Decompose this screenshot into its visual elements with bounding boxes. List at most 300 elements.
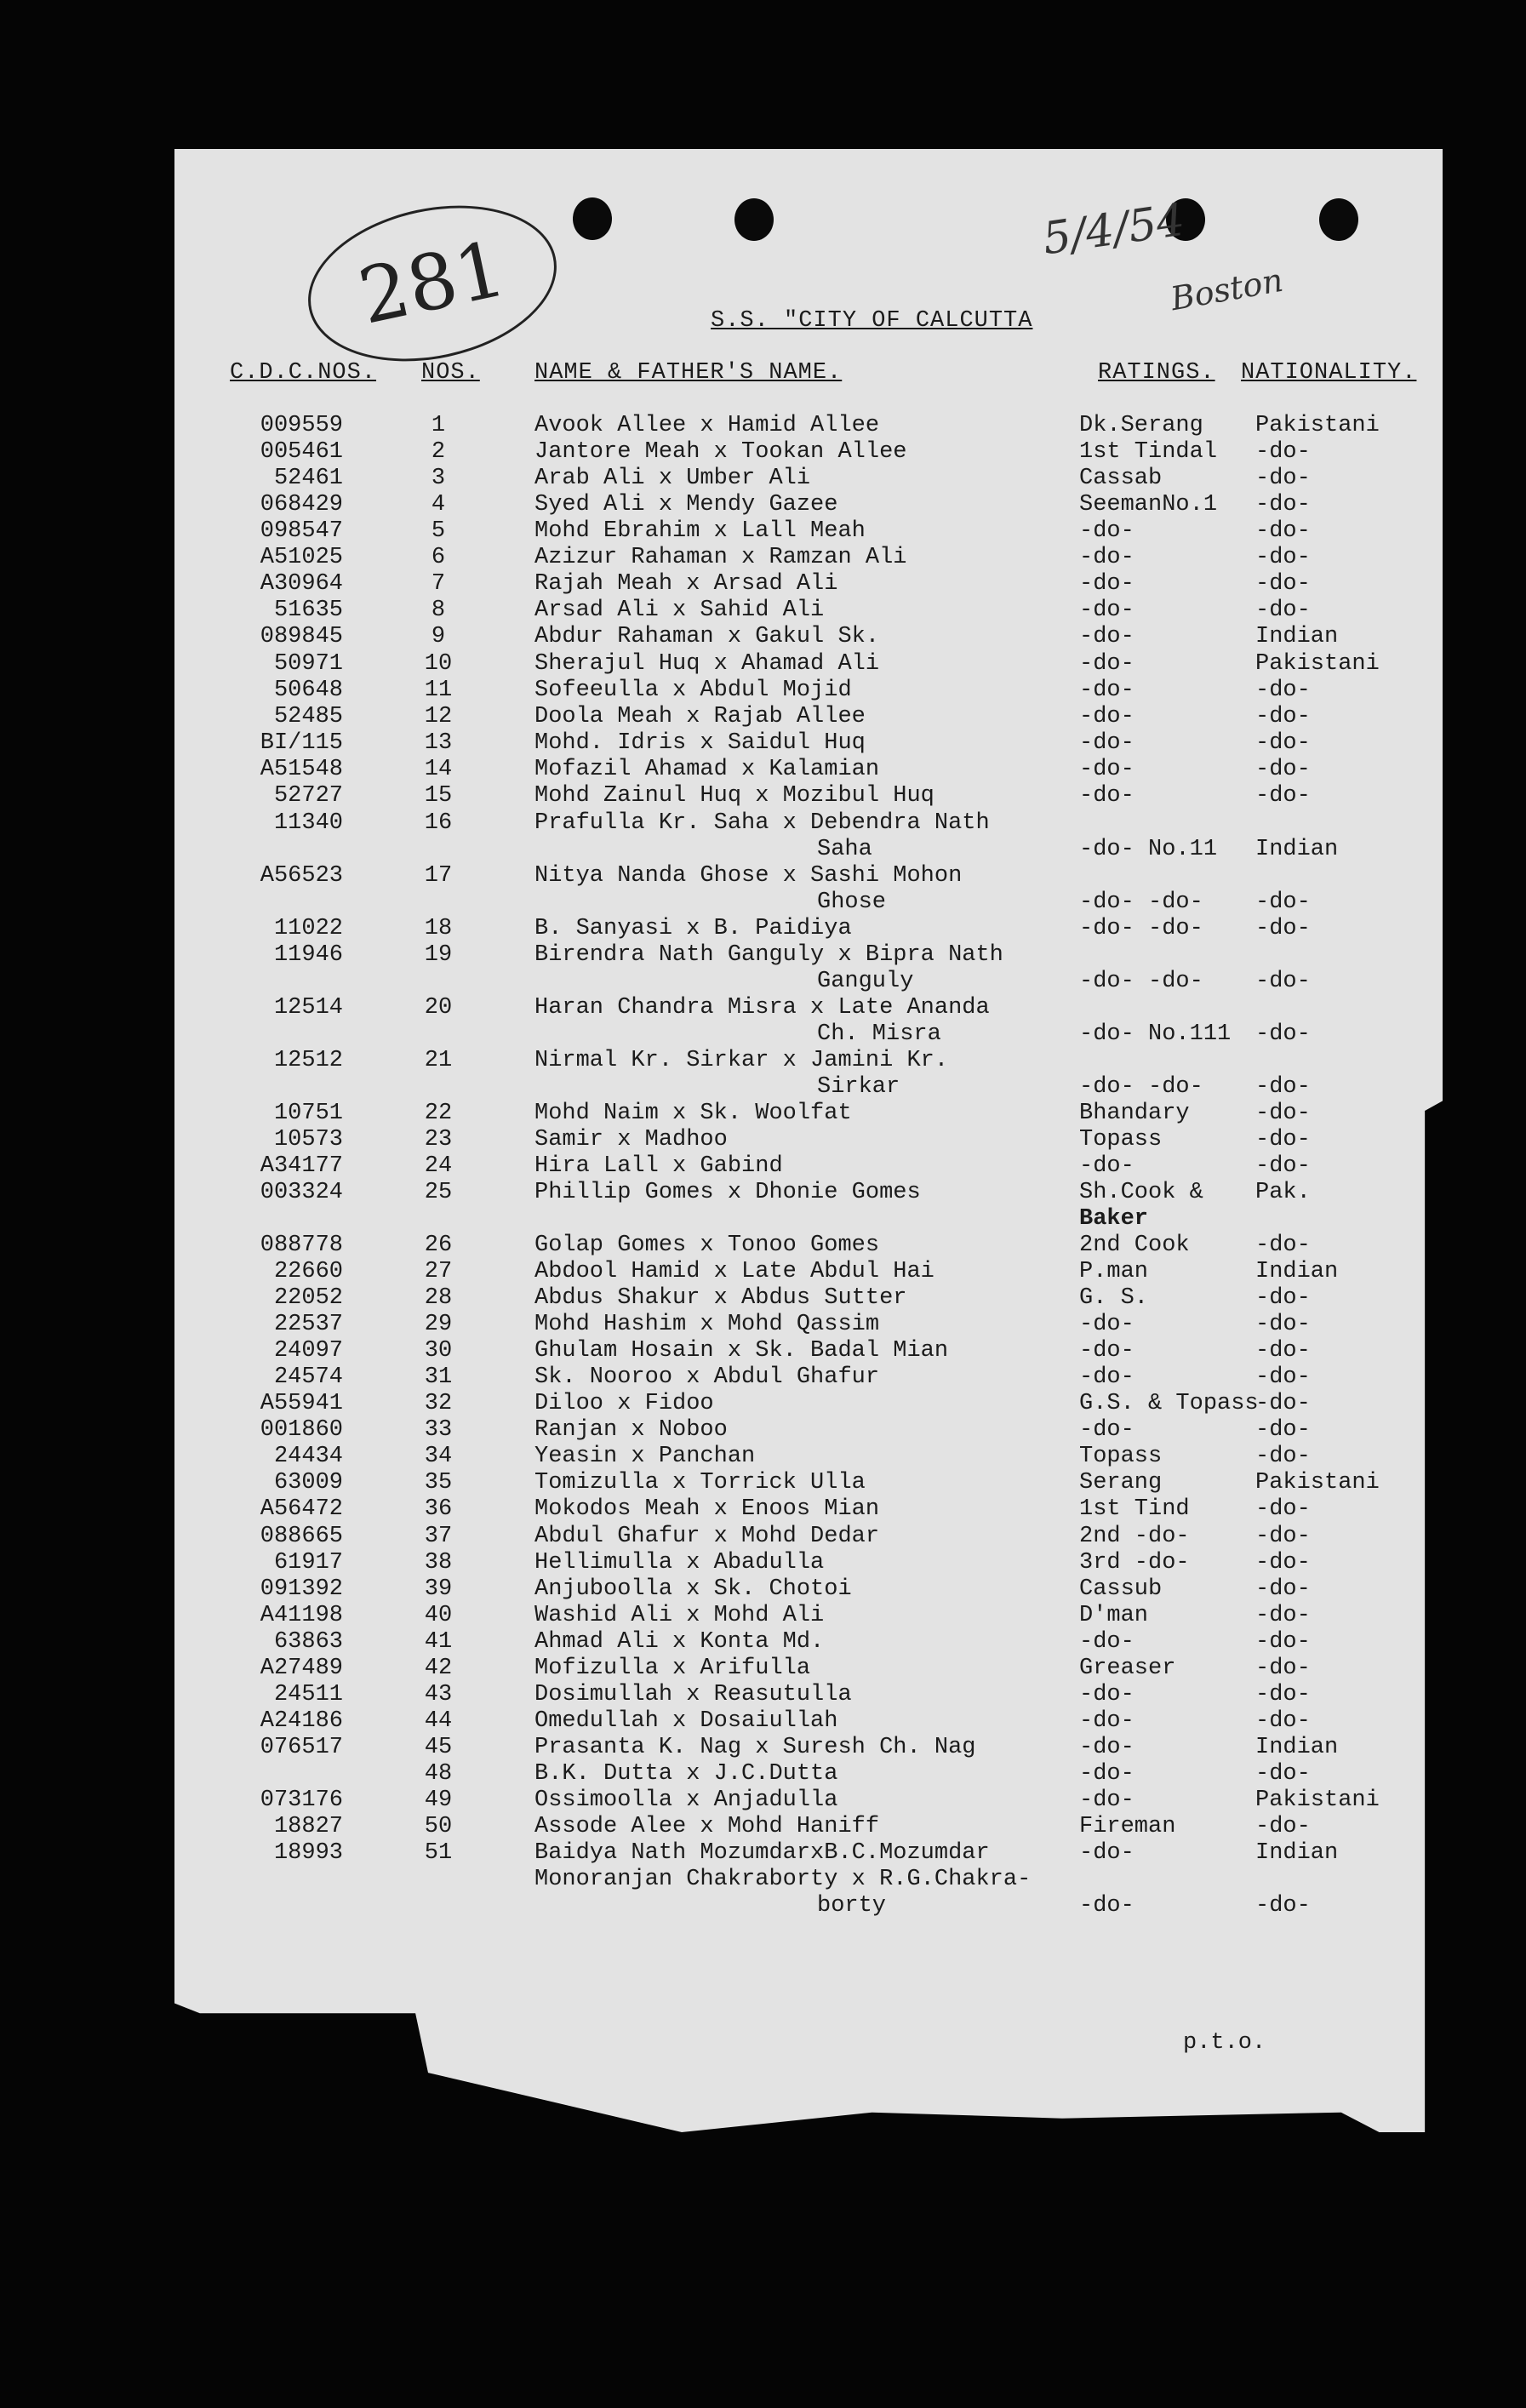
crew-name: B.K. Dutta x J.C.Dutta xyxy=(534,1761,838,1787)
cdc-number: 52485 xyxy=(273,704,343,729)
table-row xyxy=(0,1127,1526,1154)
header-ratings: RATINGS. xyxy=(1098,360,1215,386)
crew-name: Sk. Nooroo x Abdul Ghafur xyxy=(534,1364,880,1390)
nationality: -do- xyxy=(1255,1338,1311,1364)
cdc-number: 11946 xyxy=(273,942,343,968)
crew-name: Syed Ali x Mendy Gazee xyxy=(534,492,838,518)
cdc-number: 52727 xyxy=(273,783,343,809)
cdc-number: 63863 xyxy=(273,1629,343,1655)
crew-name: Mokodos Meah x Enoos Mian xyxy=(534,1496,880,1522)
rating: -do- xyxy=(1079,757,1134,782)
row-number: 3 xyxy=(431,466,446,491)
row-number: 8 xyxy=(431,598,446,623)
table-row xyxy=(0,1444,1526,1471)
table-row xyxy=(0,916,1526,943)
table-row xyxy=(0,1761,1526,1788)
table-row xyxy=(0,863,1526,915)
cdc-number: A30964 xyxy=(260,571,343,597)
crew-name: Avook Allee x Hamid Allee xyxy=(534,413,880,438)
rating: -do- -do- xyxy=(1079,1074,1203,1100)
rating: 1st Tind xyxy=(1079,1496,1190,1522)
nationality: -do- xyxy=(1255,1127,1311,1153)
cdc-number: 50971 xyxy=(273,651,343,677)
cdc-number: A56472 xyxy=(260,1496,343,1522)
crew-name: Doola Meah x Rajab Allee xyxy=(534,704,866,729)
cdc-number: A41198 xyxy=(260,1603,343,1628)
row-number: 6 xyxy=(431,545,446,570)
table-row xyxy=(0,783,1526,810)
crew-name: Mohd. Idris x Saidul Huq xyxy=(534,730,866,756)
nationality: -do- xyxy=(1255,1524,1311,1549)
table-row xyxy=(0,598,1526,625)
rating: Cassub xyxy=(1079,1576,1163,1602)
cdc-number: A34177 xyxy=(260,1153,343,1179)
nationality: -do- xyxy=(1255,1312,1311,1337)
rating: Dk.Serang xyxy=(1079,413,1203,438)
table-row xyxy=(0,651,1526,678)
row-number: 45 xyxy=(424,1735,453,1760)
row-number: 38 xyxy=(424,1550,453,1576)
crew-name: Nitya Nanda Ghose x Sashi Mohon xyxy=(534,863,963,889)
row-number: 39 xyxy=(424,1576,453,1602)
crew-name: Arsad Ali x Sahid Ali xyxy=(534,598,825,623)
rating: D'man xyxy=(1079,1603,1149,1628)
crew-name: Mohd Hashim x Mohd Qassim xyxy=(534,1312,880,1337)
rating: -do- -do- xyxy=(1079,916,1203,941)
cdc-number: BI/115 xyxy=(260,730,343,756)
nationality: -do- xyxy=(1255,1576,1311,1602)
row-number: 19 xyxy=(424,942,453,968)
cdc-number: 51635 xyxy=(273,598,343,623)
header-nos: NOS. xyxy=(421,360,480,386)
table-row xyxy=(0,1338,1526,1365)
row-number: 18 xyxy=(424,916,453,941)
table-row xyxy=(0,1735,1526,1762)
nationality: -do- xyxy=(1255,1629,1311,1655)
cdc-number: 005461 xyxy=(260,439,343,465)
nationality: -do- xyxy=(1255,1021,1311,1047)
rating: Greaser xyxy=(1079,1656,1176,1681)
rating: Cassab xyxy=(1079,466,1163,491)
crew-name: Golap Gomes x Tonoo Gomes xyxy=(534,1233,880,1258)
rating: -do- xyxy=(1079,1338,1134,1364)
table-row xyxy=(0,1656,1526,1683)
crew-name: Prasanta K. Nag x Suresh Ch. Nag xyxy=(534,1735,976,1760)
row-number: 35 xyxy=(424,1470,453,1496)
nationality: Indian xyxy=(1255,1735,1339,1760)
crew-name: Baidya Nath MozumdarxB.C.Mozumdar xyxy=(534,1840,990,1866)
crew-name: Samir x Madhoo xyxy=(534,1127,728,1153)
rating: -do- xyxy=(1079,598,1134,623)
row-number: 1 xyxy=(431,413,446,438)
cdc-number: A51025 xyxy=(260,545,343,570)
crew-name: Birendra Nath Ganguly x Bipra Nath xyxy=(534,942,1003,968)
cdc-number: A51548 xyxy=(260,757,343,782)
nationality: -do- xyxy=(1255,466,1311,491)
crew-name: Hira Lall x Gabind xyxy=(534,1153,783,1179)
row-number: 48 xyxy=(424,1761,453,1787)
stamp-number: 281 xyxy=(294,184,571,383)
page-turn-note: p.t.o. xyxy=(1183,2030,1266,2056)
table-row xyxy=(0,571,1526,598)
crew-name: Mohd Naim x Sk. Woolfat xyxy=(534,1101,852,1126)
nationality: -do- xyxy=(1255,598,1311,623)
cdc-number: 098547 xyxy=(260,518,343,544)
crew-name: Ossimoolla x Anjadulla xyxy=(534,1787,838,1813)
row-number: 49 xyxy=(424,1787,453,1813)
rating: -do- xyxy=(1079,783,1134,809)
nationality: -do- xyxy=(1255,1496,1311,1522)
table-row xyxy=(0,1470,1526,1497)
table-row xyxy=(0,1417,1526,1444)
row-number: 17 xyxy=(424,863,453,889)
rating: Topass xyxy=(1079,1127,1163,1153)
crew-name: Mofazil Ahamad x Kalamian xyxy=(534,757,880,782)
rating: -do- xyxy=(1079,1364,1134,1390)
row-number: 28 xyxy=(424,1285,453,1311)
table-row xyxy=(0,1629,1526,1656)
row-number: 44 xyxy=(424,1708,453,1734)
cdc-number: 088665 xyxy=(260,1524,343,1549)
row-number: 7 xyxy=(431,571,446,597)
crew-name: Azizur Rahaman x Ramzan Ali xyxy=(534,545,907,570)
nationality: -do- xyxy=(1255,889,1311,915)
crew-name: Jantore Meah x Tookan Allee xyxy=(534,439,907,465)
row-number: 27 xyxy=(424,1259,453,1284)
table-row xyxy=(0,1682,1526,1709)
row-number: 50 xyxy=(424,1814,453,1839)
cdc-number: 001860 xyxy=(260,1417,343,1443)
crew-name: B. Sanyasi x B. Paidiya xyxy=(534,916,852,941)
row-number: 41 xyxy=(424,1629,453,1655)
nationality: Indian xyxy=(1255,1840,1339,1866)
crew-name: Mohd Zainul Huq x Mozibul Huq xyxy=(534,783,934,809)
crew-name: Ranjan x Noboo xyxy=(534,1417,728,1443)
table-row xyxy=(0,942,1526,994)
table-row xyxy=(0,466,1526,493)
punch-hole xyxy=(734,198,774,241)
row-number: 16 xyxy=(424,810,453,836)
table-row xyxy=(0,1787,1526,1815)
cdc-number: 63009 xyxy=(273,1470,343,1496)
rating: -do- xyxy=(1079,571,1134,597)
cdc-number: 088778 xyxy=(260,1233,343,1258)
nationality: -do- xyxy=(1255,916,1311,941)
cdc-number: 076517 xyxy=(260,1735,343,1760)
row-number: 15 xyxy=(424,783,453,809)
rating: G.S. & Topass xyxy=(1079,1391,1259,1416)
cdc-number: 24097 xyxy=(273,1338,343,1364)
crew-name: Haran Chandra Misra x Late Ananda xyxy=(534,995,990,1021)
crew-name: Sofeeulla x Abdul Mojid xyxy=(534,678,852,703)
row-number: 23 xyxy=(424,1127,453,1153)
rating: -do- xyxy=(1079,1708,1134,1734)
nationality: -do- xyxy=(1255,757,1311,782)
row-number: 42 xyxy=(424,1656,453,1681)
header-name: NAME & FATHER'S NAME. xyxy=(534,360,843,386)
nationality: -do- xyxy=(1255,1417,1311,1443)
row-number: 22 xyxy=(424,1101,453,1126)
cdc-number: 52461 xyxy=(273,466,343,491)
table-row xyxy=(0,1153,1526,1181)
crew-name: Prafulla Kr. Saha x Debendra Nath xyxy=(534,810,990,836)
handwritten-place: Boston xyxy=(1168,260,1286,318)
row-number: 21 xyxy=(424,1048,453,1073)
row-number: 30 xyxy=(424,1338,453,1364)
crew-name: Rajah Meah x Arsad Ali xyxy=(534,571,838,597)
crew-name-continued: Ghose xyxy=(817,889,887,915)
rating: -do- -do- xyxy=(1079,969,1203,994)
table-row xyxy=(0,1524,1526,1551)
crew-name: Yeasin x Panchan xyxy=(534,1444,756,1469)
cdc-number: 003324 xyxy=(260,1180,343,1205)
rating: -do- xyxy=(1079,678,1134,703)
nationality: -do- xyxy=(1255,678,1311,703)
row-number: 13 xyxy=(424,730,453,756)
nationality: Indian xyxy=(1255,1259,1339,1284)
rating: -do- xyxy=(1079,1153,1134,1179)
cdc-number: 22660 xyxy=(273,1259,343,1284)
rating: G. S. xyxy=(1079,1285,1149,1311)
nationality: Pak. xyxy=(1255,1180,1311,1205)
table-row xyxy=(0,492,1526,519)
header-nationality: NATIONALITY. xyxy=(1241,360,1417,386)
row-number: 4 xyxy=(431,492,446,518)
cdc-number: 091392 xyxy=(260,1576,343,1602)
rating: -do- xyxy=(1079,730,1134,756)
crew-name: Mohd Ebrahim x Lall Meah xyxy=(534,518,866,544)
crew-name: Phillip Gomes x Dhonie Gomes xyxy=(534,1180,921,1205)
cdc-number: A24186 xyxy=(260,1708,343,1734)
table-row xyxy=(0,1285,1526,1313)
row-number: 31 xyxy=(424,1364,453,1390)
crew-name: Omedullah x Dosaiullah xyxy=(534,1708,838,1734)
table-row xyxy=(0,1180,1526,1232)
crew-name: Abdul Ghafur x Mohd Dedar xyxy=(534,1524,880,1549)
nationality: -do- xyxy=(1255,1391,1311,1416)
nationality: -do- xyxy=(1255,518,1311,544)
cdc-number: 18993 xyxy=(273,1840,343,1866)
cdc-number: A27489 xyxy=(260,1656,343,1681)
row-number: 14 xyxy=(424,757,453,782)
cdc-number: 12512 xyxy=(273,1048,343,1073)
cdc-number: 24434 xyxy=(273,1444,343,1469)
nationality: -do- xyxy=(1255,1550,1311,1576)
rating: Sh.Cook & xyxy=(1079,1180,1203,1205)
nationality: -do- xyxy=(1255,1708,1311,1734)
nationality: -do- xyxy=(1255,969,1311,994)
cdc-number: 22052 xyxy=(273,1285,343,1311)
nationality: -do- xyxy=(1255,783,1311,809)
crew-name: Diloo x Fidoo xyxy=(534,1391,714,1416)
rating: -do- xyxy=(1079,1840,1134,1866)
rating: -do- xyxy=(1079,1893,1134,1919)
handwritten-date: 5/4/54 xyxy=(1039,194,1188,266)
punch-hole xyxy=(573,197,612,240)
table-row xyxy=(0,678,1526,705)
crew-name: Nirmal Kr. Sirkar x Jamini Kr. xyxy=(534,1048,949,1073)
table-row xyxy=(0,1840,1526,1867)
rating: -do- xyxy=(1079,518,1134,544)
table-row xyxy=(0,1550,1526,1577)
rating: 1st Tindal xyxy=(1079,439,1218,465)
rating: Fireman xyxy=(1079,1814,1176,1839)
crew-name: Arab Ali x Umber Ali xyxy=(534,466,811,491)
rating: P.man xyxy=(1079,1259,1149,1284)
crew-name: Ahmad Ali x Konta Md. xyxy=(534,1629,825,1655)
nationality: -do- xyxy=(1255,492,1311,518)
crew-name: Abdus Shakur x Abdus Sutter xyxy=(534,1285,907,1311)
table-row xyxy=(0,439,1526,466)
crew-name: Sherajul Huq x Ahamad Ali xyxy=(534,651,880,677)
nationality: -do- xyxy=(1255,704,1311,729)
rating: -do- xyxy=(1079,1735,1134,1760)
table-row xyxy=(0,730,1526,758)
table-row xyxy=(0,704,1526,731)
rating: -do- -do- xyxy=(1079,889,1203,915)
nationality: -do- xyxy=(1255,730,1311,756)
row-number: 34 xyxy=(424,1444,453,1469)
table-row xyxy=(0,1814,1526,1841)
rating: -do- xyxy=(1079,1417,1134,1443)
crew-name: Hellimulla x Abadulla xyxy=(534,1550,825,1576)
table-row xyxy=(0,1391,1526,1418)
crew-name: Ghulam Hosain x Sk. Badal Mian xyxy=(534,1338,949,1364)
table-row xyxy=(0,995,1526,1047)
row-number: 24 xyxy=(424,1153,453,1179)
table-row xyxy=(0,1048,1526,1100)
table-row xyxy=(0,1101,1526,1128)
row-number: 10 xyxy=(424,651,453,677)
row-number: 32 xyxy=(424,1391,453,1416)
rating: 2nd Cook xyxy=(1079,1233,1190,1258)
row-number: 2 xyxy=(431,439,446,465)
table-row xyxy=(0,1603,1526,1630)
nationality: Indian xyxy=(1255,837,1339,862)
rating-continued: Baker xyxy=(1079,1206,1149,1232)
cdc-number: 12514 xyxy=(273,995,343,1021)
crew-name: Anjuboolla x Sk. Chotoi xyxy=(534,1576,852,1602)
row-number: 40 xyxy=(424,1603,453,1628)
nationality: -do- xyxy=(1255,545,1311,570)
punch-hole xyxy=(1319,198,1358,241)
rating: -do- xyxy=(1079,545,1134,570)
table-row xyxy=(0,413,1526,440)
nationality: -do- xyxy=(1255,1682,1311,1707)
nationality: -do- xyxy=(1255,1893,1311,1919)
crew-name: Tomizulla x Torrick Ulla xyxy=(534,1470,866,1496)
cdc-number: 10751 xyxy=(273,1101,343,1126)
table-row xyxy=(0,1576,1526,1604)
nationality: -do- xyxy=(1255,1233,1311,1258)
cdc-number: 11340 xyxy=(273,810,343,836)
table-row xyxy=(0,1259,1526,1286)
rating: SeemanNo.1 xyxy=(1079,492,1218,518)
nationality: -do- xyxy=(1255,1101,1311,1126)
rating: 2nd -do- xyxy=(1079,1524,1190,1549)
rating: -do- xyxy=(1079,704,1134,729)
table-row xyxy=(0,1867,1526,1919)
cdc-number: 009559 xyxy=(260,413,343,438)
nationality: -do- xyxy=(1255,1444,1311,1469)
nationality: Pakistani xyxy=(1255,413,1380,438)
cdc-number: 24574 xyxy=(273,1364,343,1390)
rating: -do- xyxy=(1079,1629,1134,1655)
cdc-number: 61917 xyxy=(273,1550,343,1576)
row-number: 36 xyxy=(424,1496,453,1522)
row-number: 25 xyxy=(424,1180,453,1205)
nationality: -do- xyxy=(1255,571,1311,597)
cdc-number: 073176 xyxy=(260,1787,343,1813)
table-row xyxy=(0,1364,1526,1392)
table-row xyxy=(0,1496,1526,1524)
cdc-number: A55941 xyxy=(260,1391,343,1416)
header-cdc: C.D.C.NOS. xyxy=(230,360,377,386)
table-row xyxy=(0,757,1526,784)
crew-name-continued: Saha xyxy=(817,837,872,862)
row-number: 5 xyxy=(431,518,446,544)
crew-name: Abdur Rahaman x Gakul Sk. xyxy=(534,624,880,649)
nationality: -do- xyxy=(1255,1814,1311,1839)
cdc-number: 24511 xyxy=(273,1682,343,1707)
nationality: -do- xyxy=(1255,1153,1311,1179)
row-number: 20 xyxy=(424,995,453,1021)
rating: -do- xyxy=(1079,1761,1134,1787)
nationality: Pakistani xyxy=(1255,1470,1380,1496)
rating: -do- xyxy=(1079,1787,1134,1813)
cdc-number: 18827 xyxy=(273,1814,343,1839)
table-row xyxy=(0,545,1526,572)
nationality: -do- xyxy=(1255,439,1311,465)
cdc-number: 10573 xyxy=(273,1127,343,1153)
crew-name: Mofizulla x Arifulla xyxy=(534,1656,811,1681)
cdc-number: 089845 xyxy=(260,624,343,649)
rating: -do- xyxy=(1079,651,1134,677)
document-title: S.S. "CITY OF CALCUTTA xyxy=(711,308,1033,334)
crew-name-continued: Ch. Misra xyxy=(817,1021,941,1047)
row-number: 33 xyxy=(424,1417,453,1443)
rating: -do- xyxy=(1079,624,1134,649)
rating: -do- No.111 xyxy=(1079,1021,1232,1047)
nationality: -do- xyxy=(1255,1074,1311,1100)
crew-name: Abdool Hamid x Late Abdul Hai xyxy=(534,1259,934,1284)
row-number: 26 xyxy=(424,1233,453,1258)
row-number: 37 xyxy=(424,1524,453,1549)
crew-name-continued: Ganguly xyxy=(817,969,914,994)
row-number: 51 xyxy=(424,1840,453,1866)
crew-name: Dosimullah x Reasutulla xyxy=(534,1682,852,1707)
row-number: 29 xyxy=(424,1312,453,1337)
nationality: Indian xyxy=(1255,624,1339,649)
crew-name: Monoranjan Chakraborty x R.G.Chakra- xyxy=(534,1867,1032,1892)
row-number: 12 xyxy=(424,704,453,729)
cdc-number: 068429 xyxy=(260,492,343,518)
rating: -do- xyxy=(1079,1682,1134,1707)
rating: Bhandary xyxy=(1079,1101,1190,1126)
cdc-number: 11022 xyxy=(273,916,343,941)
rating: Serang xyxy=(1079,1470,1163,1496)
table-row xyxy=(0,1708,1526,1736)
crew-name: Assode Alee x Mohd Haniff xyxy=(534,1814,880,1839)
cdc-number: A56523 xyxy=(260,863,343,889)
nationality: -do- xyxy=(1255,1364,1311,1390)
cdc-number: 22537 xyxy=(273,1312,343,1337)
nationality: Pakistani xyxy=(1255,651,1380,677)
row-number: 11 xyxy=(424,678,453,703)
nationality: -do- xyxy=(1255,1285,1311,1311)
row-number: 9 xyxy=(431,624,446,649)
table-row xyxy=(0,810,1526,862)
